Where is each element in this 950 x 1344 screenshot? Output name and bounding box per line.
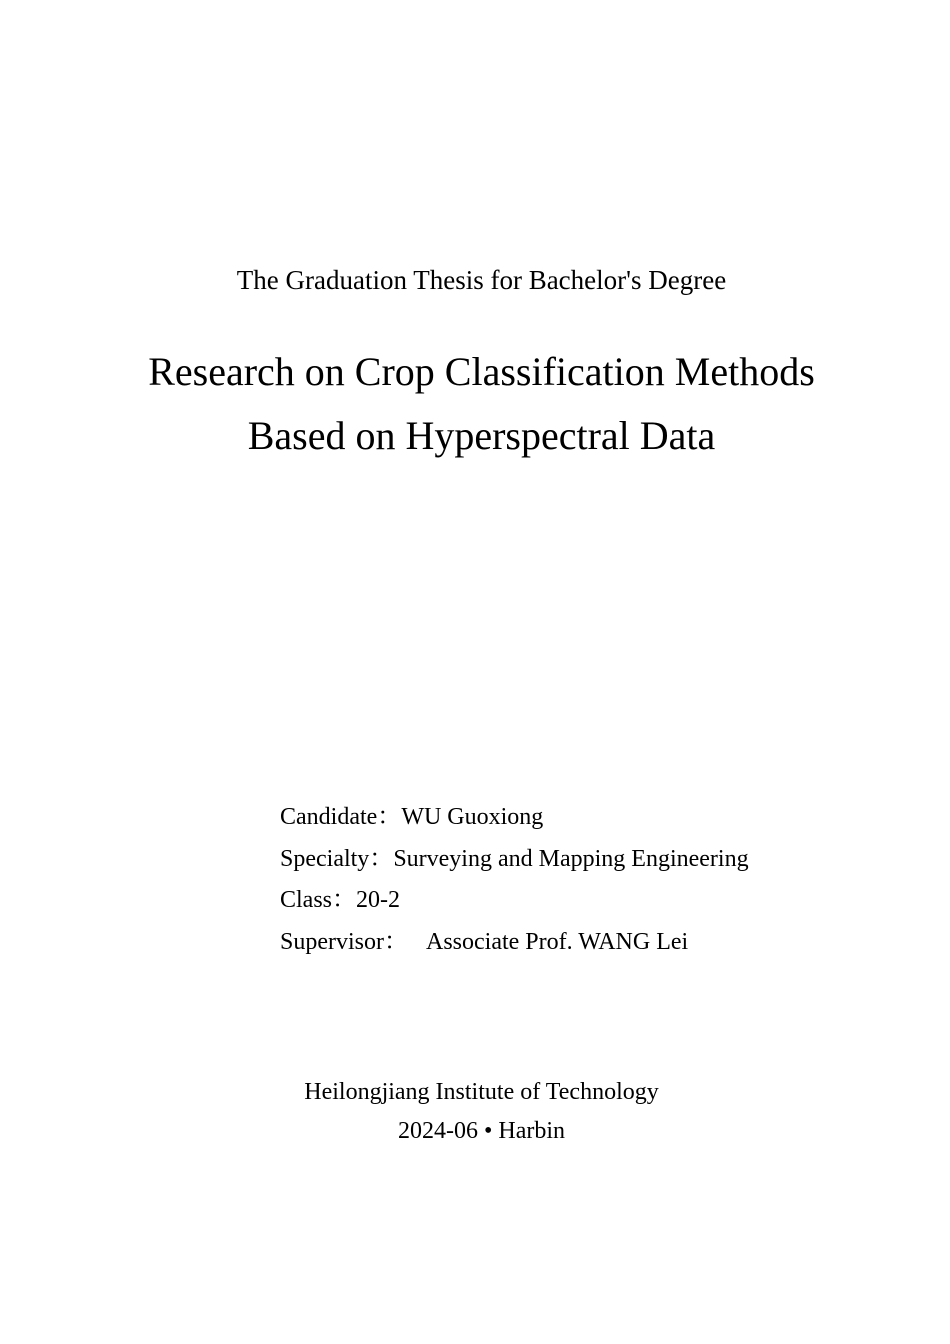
thesis-title-line-2: Based on Hyperspectral Data — [247, 413, 716, 458]
thesis-title — [0, 340, 950, 468]
specialty-value: Surveying and Mapping Engineering — [393, 845, 749, 872]
candidate-value: WU Guoxiong — [401, 804, 544, 830]
candidate-row — [280, 797, 749, 839]
candidate-label: Candidate： — [280, 804, 402, 830]
date-place: 2024-06 • Harbin — [397, 1118, 566, 1144]
class-row — [280, 880, 749, 922]
supervisor-value: Associate Prof. WANG Lei — [426, 929, 689, 956]
class-label: Class： — [280, 887, 357, 914]
class-value: 20-2 — [356, 887, 401, 914]
specialty-label: Specialty： — [280, 845, 394, 872]
thesis-title-line-1: Research on Crop Classification Methods — [148, 349, 815, 394]
specialty-row — [280, 839, 749, 881]
supervisor-label: Supervisor： — [280, 929, 408, 956]
candidate-info-block — [280, 797, 749, 964]
supervisor-row — [280, 922, 749, 964]
footer — [0, 1073, 950, 1151]
degree-line: The Graduation Thesis for Bachelor's Degree — [236, 265, 727, 295]
institution-name: Heilongjiang Institute of Technology — [304, 1079, 659, 1105]
